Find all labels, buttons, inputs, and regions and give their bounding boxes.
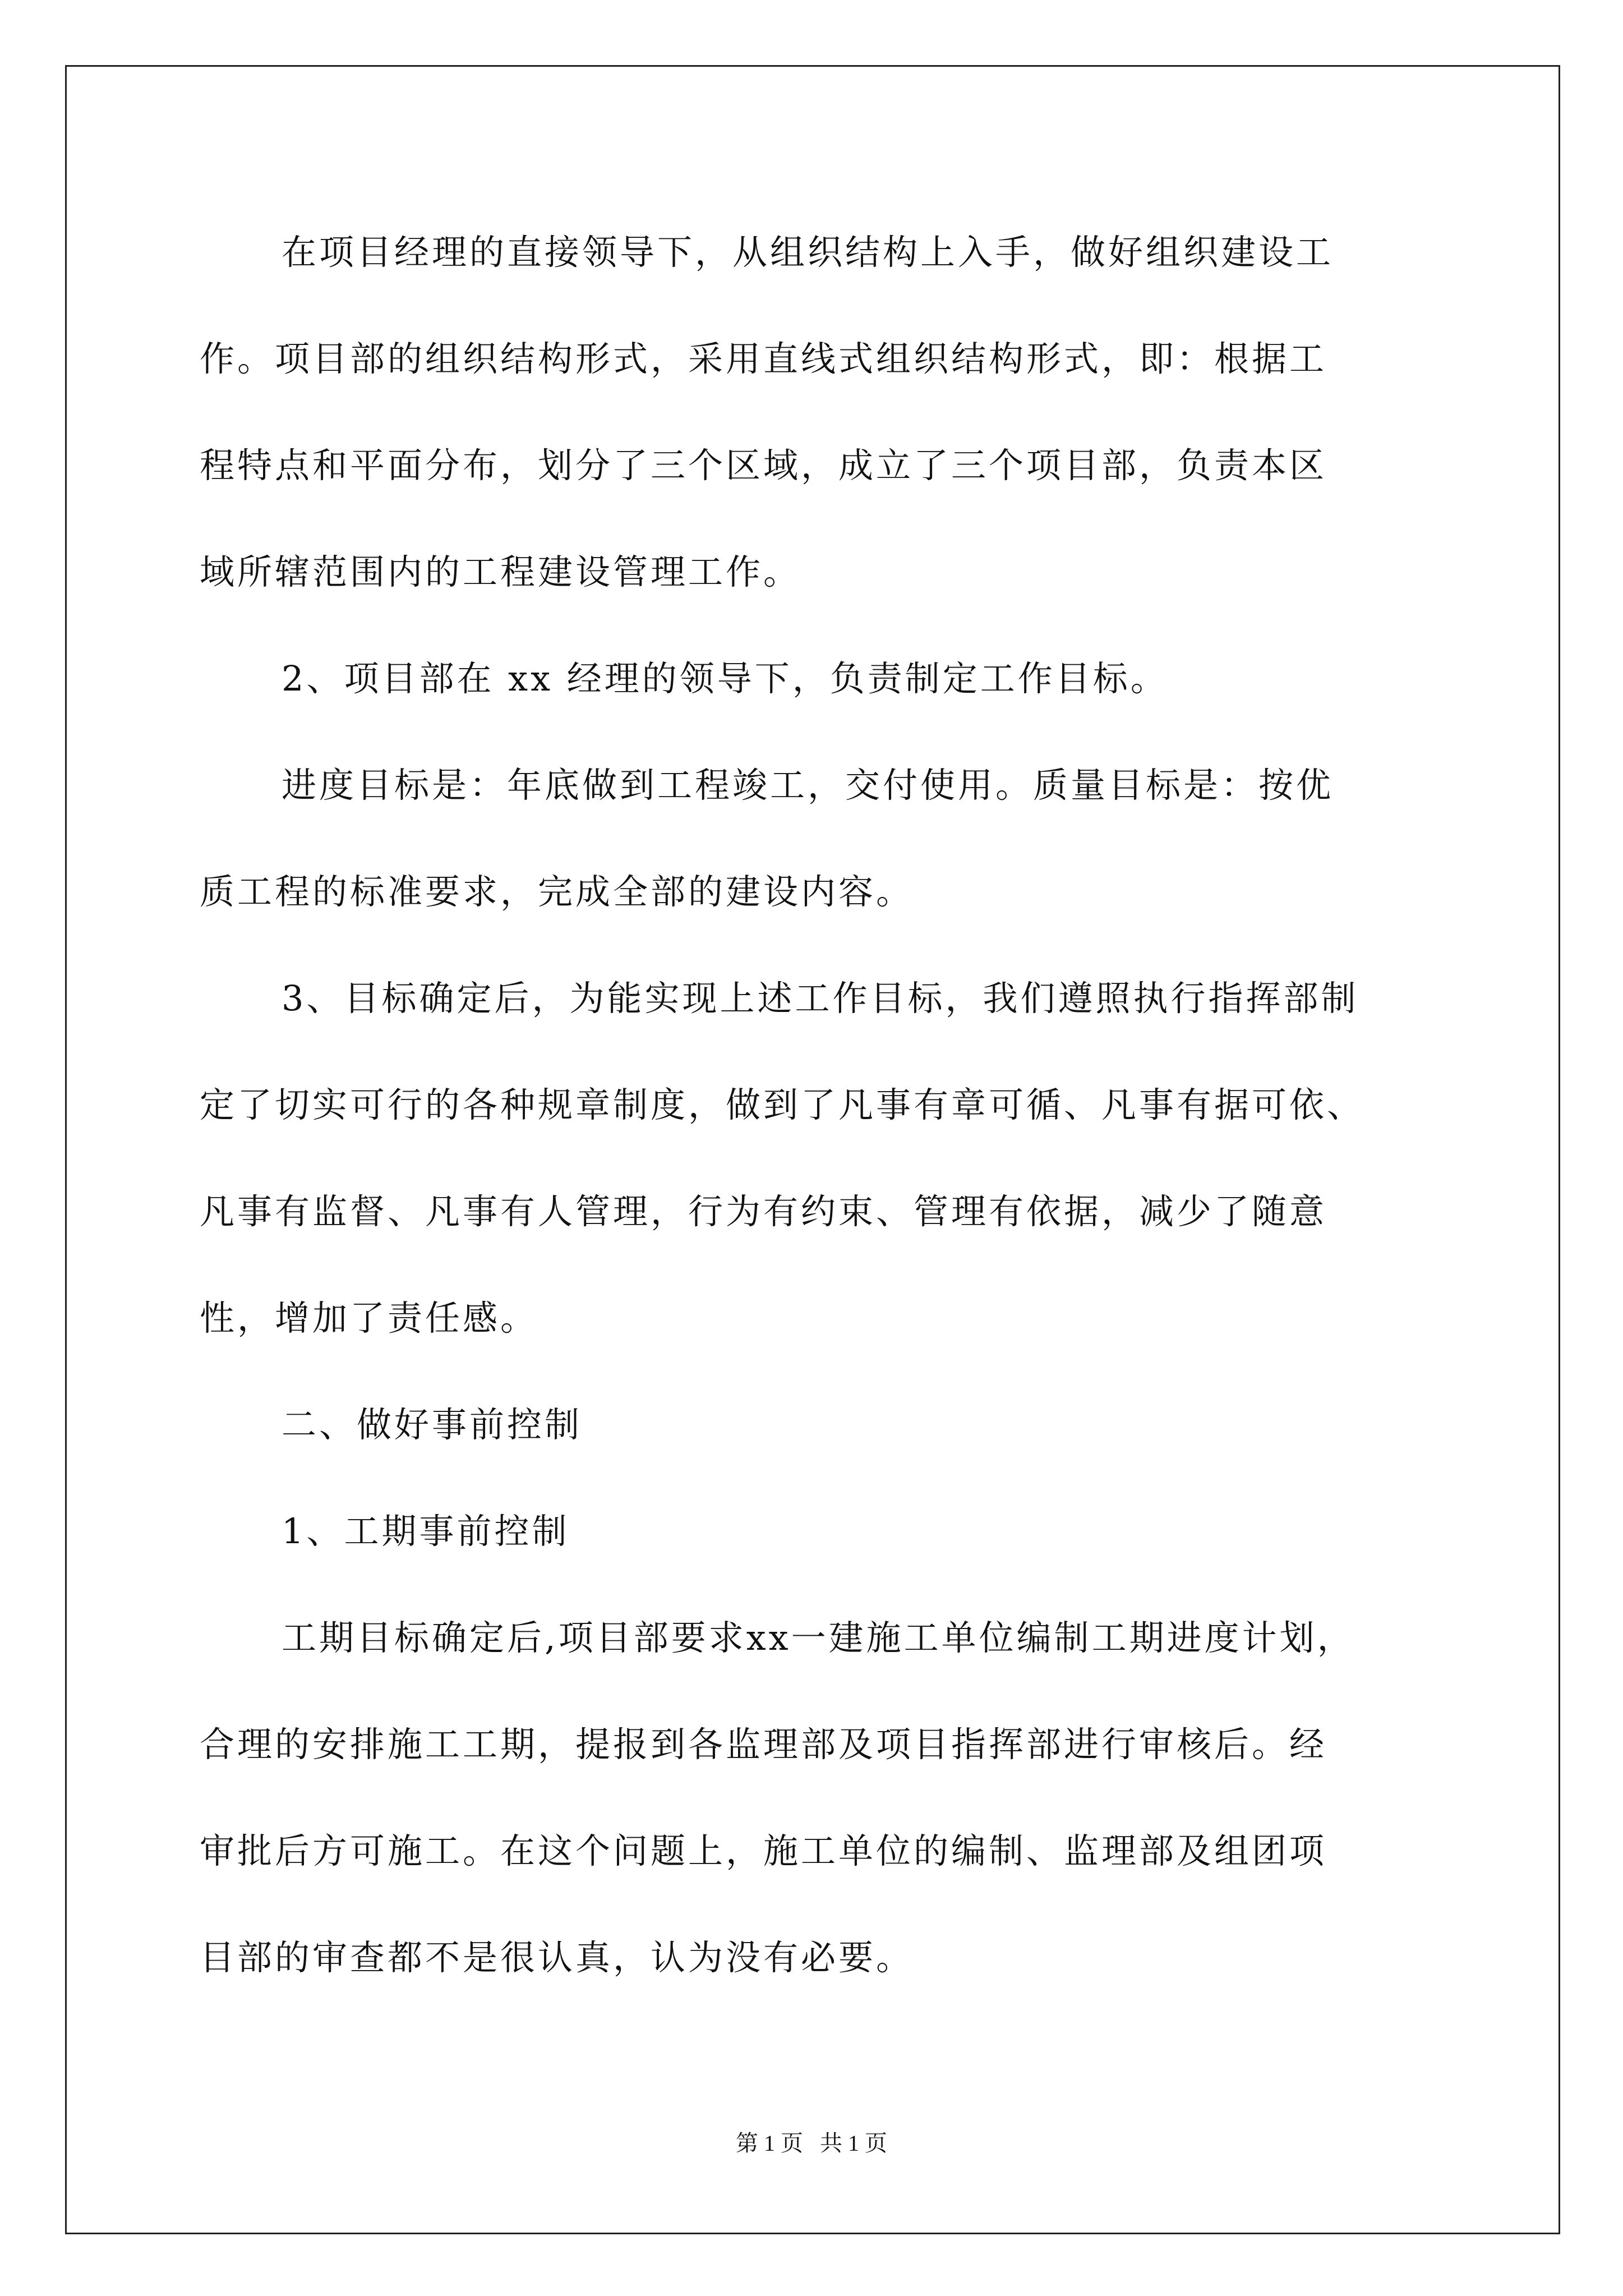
body-line-16: 审批后方可施工。在这个问题上，施工单位的编制、监理部及组团项 (200, 1830, 1327, 1871)
body-line-9: 定了切实可行的各种规章制度，做到了凡事有章可循、凡事有据可依、 (200, 1084, 1365, 1125)
body-line-15: 合理的安排施工工期，提报到各监理部及项目指挥部进行审核后。经 (200, 1724, 1327, 1765)
body-line-7: 质工程的标准要求，完成全部的建设内容。 (200, 871, 914, 912)
body-line-6: 进度目标是：年底做到工程竣工，交付使用。质量目标是：按优 (282, 765, 1334, 806)
body-line-4: 域所辖范围内的工程建设管理工作。 (200, 551, 801, 592)
body-line-8: 3、目标确定后，为能实现上述工作目标，我们遵照执行指挥部制 (282, 978, 1359, 1019)
body-line-17: 目部的审查都不是很认真，认为没有必要。 (200, 1937, 914, 1978)
body-line-3: 程特点和平面分布，划分了三个区域，成立了三个项目部，负责本区 (200, 445, 1327, 486)
page-number-footer: 第 1 页 共 1 页 (736, 2131, 887, 2156)
body-line-11: 性，增加了责任感。 (200, 1297, 538, 1338)
body-line-5: 2、项目部在 xx 经理的领导下，负责制定工作目标。 (282, 658, 1168, 699)
body-line-1: 在项目经理的直接领导下，从组织结构上入手，做好组织建设工 (282, 232, 1334, 273)
body-line-10: 凡事有监督、凡事有人管理，行为有约束、管理有依据，减少了随意 (200, 1191, 1327, 1232)
body-line-14: 工期目标确定后,项目部要求xx一建施工单位编制工期进度计划， (282, 1617, 1355, 1658)
section-heading: 二、做好事前控制 (282, 1404, 583, 1445)
body-line-2: 作。项目部的组织结构形式，采用直线式组织结构形式，即：根据工 (200, 338, 1327, 379)
page-border (65, 65, 1560, 2234)
subsection-heading: 1、工期事前控制 (282, 1511, 570, 1552)
